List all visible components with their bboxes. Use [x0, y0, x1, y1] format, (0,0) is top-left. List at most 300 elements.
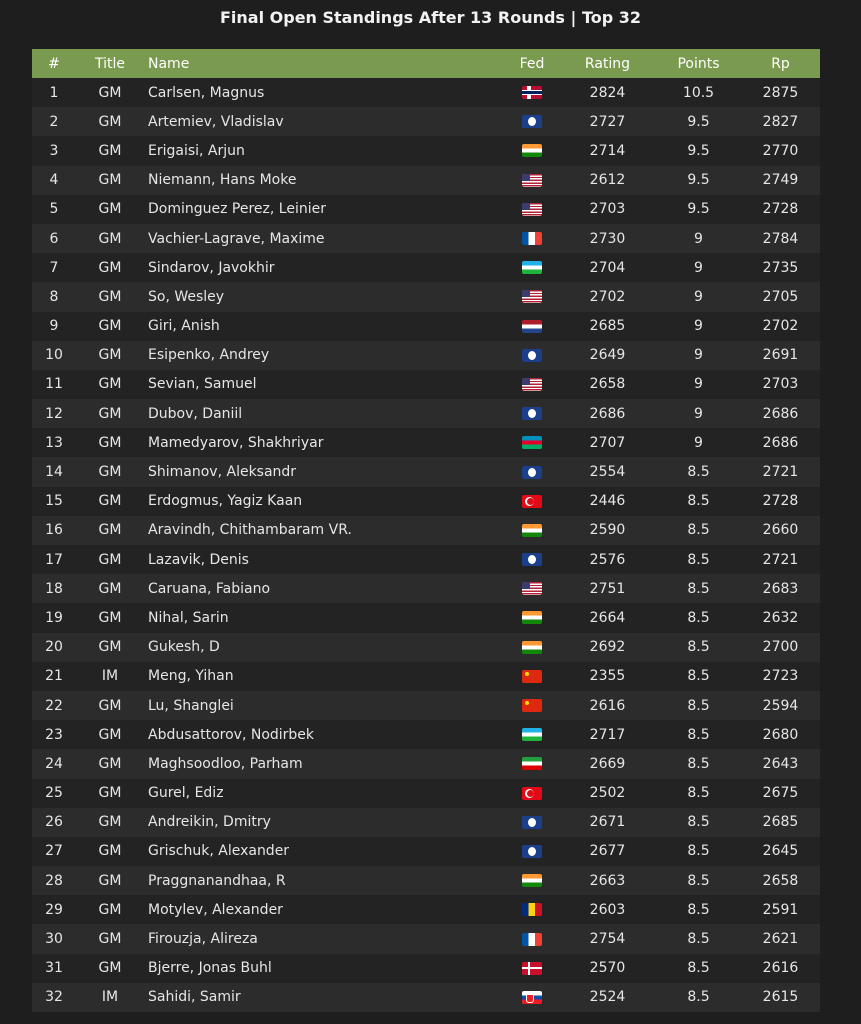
rp-cell: 2632 — [762, 609, 799, 626]
title-cell: GM — [98, 697, 122, 714]
fed-cell — [505, 924, 559, 953]
fed-cell — [505, 282, 559, 311]
points-cell: 8.5 — [687, 464, 710, 481]
rank-cell: 15 — [45, 493, 63, 510]
rank-cell: 14 — [45, 464, 63, 481]
rank-cell: 28 — [45, 872, 63, 889]
rp-cell: 2594 — [762, 697, 799, 714]
rating-cell: 2590 — [589, 522, 626, 539]
rank-cell: 10 — [45, 347, 63, 364]
name-cell: Aravindh, Chithambaram VR. — [148, 522, 352, 539]
rp-cell: 2685 — [762, 814, 799, 831]
rank-cell: 8 — [49, 288, 59, 305]
rating-cell: 2730 — [589, 230, 626, 247]
rank-cell: 2 — [49, 113, 59, 130]
fide-flag-icon — [522, 553, 542, 566]
title-cell: GM — [98, 230, 122, 247]
slovakia-flag-icon — [522, 991, 542, 1004]
india-flag-icon — [522, 611, 542, 624]
rp-cell: 2691 — [762, 347, 799, 364]
page-title: Final Open Standings After 13 Rounds | Top 32 — [219, 8, 642, 27]
points-cell: 8.5 — [687, 493, 710, 510]
fed-cell — [505, 312, 559, 341]
name-cell: Nihal, Sarin — [148, 609, 229, 626]
rank-cell: 12 — [45, 405, 63, 422]
rating-cell: 2524 — [589, 989, 626, 1006]
uzbekistan-flag-icon — [522, 261, 542, 274]
rp-cell: 2616 — [762, 960, 799, 977]
rp-cell: 2721 — [762, 551, 799, 568]
points-cell: 8.5 — [687, 843, 710, 860]
fed-cell — [505, 457, 559, 486]
rating-cell: 2446 — [589, 493, 626, 510]
rating-cell: 2663 — [589, 872, 626, 889]
rank-cell: 11 — [45, 376, 63, 393]
points-cell: 9 — [694, 347, 703, 364]
rp-cell: 2675 — [762, 785, 799, 802]
points-cell: 8.5 — [687, 726, 710, 743]
points-cell: 8.5 — [687, 960, 710, 977]
table-row — [32, 516, 820, 545]
india-flag-icon — [522, 874, 542, 887]
fide-flag-icon — [522, 845, 542, 858]
name-cell: Bjerre, Jonas Buhl — [148, 960, 272, 977]
india-flag-icon — [522, 641, 542, 654]
fed-cell — [505, 341, 559, 370]
title-cell: GM — [98, 201, 122, 218]
name-cell: Vachier-Lagrave, Maxime — [148, 230, 325, 247]
title-cell: GM — [98, 172, 122, 189]
fed-cell — [505, 691, 559, 720]
rating-cell: 2671 — [589, 814, 626, 831]
rp-cell: 2728 — [762, 201, 799, 218]
header-row — [32, 49, 820, 78]
rating-cell: 2707 — [589, 434, 626, 451]
rating-cell: 2570 — [589, 960, 626, 977]
rating-cell: 2502 — [589, 785, 626, 802]
fed-cell — [505, 866, 559, 895]
fide-flag-icon — [522, 407, 542, 420]
title-cell: GM — [98, 931, 122, 948]
standings-table-container — [32, 49, 816, 1012]
table-row — [32, 253, 820, 282]
turkey-flag-icon — [522, 495, 542, 508]
china-flag-icon — [522, 670, 542, 683]
table-row — [32, 370, 820, 399]
iran-flag-icon — [522, 757, 542, 770]
points-cell: 9 — [694, 434, 703, 451]
title-cell: GM — [98, 347, 122, 364]
table-row — [32, 779, 820, 808]
rating-cell: 2714 — [589, 142, 626, 159]
table-row — [32, 895, 820, 924]
fed-cell — [505, 166, 559, 195]
title-cell: GM — [98, 376, 122, 393]
table-row — [32, 545, 820, 574]
title-cell: GM — [98, 84, 122, 101]
rank-cell: 16 — [45, 522, 63, 539]
table-row — [32, 954, 820, 983]
rating-cell: 2702 — [589, 288, 626, 305]
table-row — [32, 457, 820, 486]
rp-cell: 2686 — [762, 434, 799, 451]
title-cell: GM — [98, 288, 122, 305]
table-row — [32, 924, 820, 953]
rank-cell: 6 — [49, 230, 59, 247]
fed-cell — [505, 779, 559, 808]
points-cell: 8.5 — [687, 522, 710, 539]
fed-cell — [505, 895, 559, 924]
rating-cell: 2824 — [589, 84, 626, 101]
rank-cell: 29 — [45, 901, 63, 918]
fed-cell — [505, 954, 559, 983]
table-row — [32, 866, 820, 895]
table-row — [32, 224, 820, 253]
rp-cell: 2721 — [762, 464, 799, 481]
rp-cell: 2700 — [762, 639, 799, 656]
rp-cell: 2723 — [762, 668, 799, 685]
name-cell: Lu, Shanglei — [148, 697, 234, 714]
column-header-fed: Fed — [519, 55, 545, 72]
title-cell: GM — [98, 522, 122, 539]
name-cell: Esipenko, Andrey — [148, 347, 270, 364]
rating-cell: 2576 — [589, 551, 626, 568]
points-cell: 8.5 — [687, 639, 710, 656]
title-cell: GM — [98, 843, 122, 860]
points-cell: 8.5 — [687, 814, 710, 831]
rating-cell: 2692 — [589, 639, 626, 656]
points-cell: 9.5 — [687, 201, 710, 218]
rp-cell: 2686 — [762, 405, 799, 422]
fide-flag-icon — [522, 115, 542, 128]
name-cell: Andreikin, Dmitry — [148, 814, 271, 831]
name-cell: Maghsoodloo, Parham — [148, 755, 303, 772]
france-flag-icon — [522, 232, 542, 245]
uzbekistan-flag-icon — [522, 728, 542, 741]
rank-cell: 26 — [45, 814, 63, 831]
rank-cell: 7 — [49, 259, 59, 276]
name-cell: Firouzja, Alireza — [148, 931, 258, 948]
table-body — [32, 78, 820, 1012]
table-row — [32, 399, 820, 428]
rating-cell: 2355 — [589, 668, 626, 685]
table-row — [32, 837, 820, 866]
name-cell: Meng, Yihan — [148, 668, 234, 685]
rank-cell: 19 — [45, 609, 63, 626]
fed-cell — [505, 720, 559, 749]
points-cell: 9 — [694, 405, 703, 422]
fed-cell — [505, 633, 559, 662]
rp-cell: 2728 — [762, 493, 799, 510]
usa-flag-icon — [522, 174, 542, 187]
column-header-rp: Rp — [771, 55, 790, 72]
rank-cell: 25 — [45, 785, 63, 802]
points-cell: 9 — [694, 230, 703, 247]
name-cell: Praggnanandhaa, R — [148, 872, 286, 889]
name-cell: Lazavik, Denis — [148, 551, 249, 568]
name-cell: Artemiev, Vladislav — [148, 113, 284, 130]
rating-cell: 2658 — [589, 376, 626, 393]
name-cell: Grischuk, Alexander — [148, 843, 290, 860]
rp-cell: 2703 — [762, 376, 799, 393]
rank-cell: 32 — [45, 989, 63, 1006]
name-cell: Niemann, Hans Moke — [148, 172, 297, 189]
rank-cell: 30 — [45, 931, 63, 948]
name-cell: Dominguez Perez, Leinier — [148, 201, 326, 218]
usa-flag-icon — [522, 378, 542, 391]
fed-cell — [505, 195, 559, 224]
points-cell: 8.5 — [687, 580, 710, 597]
title-cell: GM — [98, 464, 122, 481]
name-cell: Gukesh, D — [148, 639, 220, 656]
fed-cell — [505, 662, 559, 691]
rp-cell: 2660 — [762, 522, 799, 539]
name-cell: Sindarov, Javokhir — [148, 259, 275, 276]
fed-cell — [505, 545, 559, 574]
rating-cell: 2616 — [589, 697, 626, 714]
rating-cell: 2677 — [589, 843, 626, 860]
column-header-name: Name — [148, 55, 190, 72]
title-cell: GM — [98, 726, 122, 743]
column-header-rank: # — [48, 55, 60, 72]
table-row — [32, 78, 820, 107]
title-cell: GM — [98, 609, 122, 626]
fed-cell — [505, 837, 559, 866]
points-cell: 10.5 — [682, 84, 715, 101]
table-row — [32, 136, 820, 165]
rank-cell: 9 — [49, 318, 59, 335]
title-cell: IM — [101, 668, 119, 685]
title-cell: GM — [98, 493, 122, 510]
fed-cell — [505, 983, 559, 1012]
title-cell: GM — [98, 142, 122, 159]
fed-cell — [505, 808, 559, 837]
rank-cell: 31 — [45, 960, 63, 977]
column-header-rating: Rating — [584, 55, 631, 72]
rank-cell: 1 — [49, 84, 59, 101]
rp-cell: 2770 — [762, 142, 799, 159]
turkey-flag-icon — [522, 787, 542, 800]
points-cell: 8.5 — [687, 697, 710, 714]
usa-flag-icon — [522, 203, 542, 216]
fed-cell — [505, 224, 559, 253]
fed-cell — [505, 603, 559, 632]
norway-flag-icon — [522, 86, 542, 99]
title-cell: GM — [98, 113, 122, 130]
rp-cell: 2784 — [762, 230, 799, 247]
table-row — [32, 312, 820, 341]
rp-cell: 2875 — [762, 84, 799, 101]
points-cell: 8.5 — [687, 785, 710, 802]
rank-cell: 17 — [45, 551, 63, 568]
name-cell: Gurel, Ediz — [148, 785, 224, 802]
rating-cell: 2754 — [589, 931, 626, 948]
points-cell: 8.5 — [687, 609, 710, 626]
table-row — [32, 107, 820, 136]
title-cell: GM — [98, 318, 122, 335]
denmark-flag-icon — [522, 962, 542, 975]
rank-cell: 22 — [45, 697, 63, 714]
points-cell: 8.5 — [687, 872, 710, 889]
fed-cell — [505, 574, 559, 603]
fed-cell — [505, 370, 559, 399]
title-cell: GM — [98, 405, 122, 422]
table-row — [32, 808, 820, 837]
name-cell: Caruana, Fabiano — [148, 580, 271, 597]
rp-cell: 2645 — [762, 843, 799, 860]
rp-cell: 2702 — [762, 318, 799, 335]
rank-cell: 21 — [45, 668, 63, 685]
title-cell: GM — [98, 580, 122, 597]
fed-cell — [505, 516, 559, 545]
india-flag-icon — [522, 144, 542, 157]
title-cell: GM — [98, 639, 122, 656]
name-cell: Abdusattorov, Nodirbek — [148, 726, 315, 743]
name-cell: Giri, Anish — [148, 318, 220, 335]
rating-cell: 2669 — [589, 755, 626, 772]
rp-cell: 2749 — [762, 172, 799, 189]
rating-cell: 2664 — [589, 609, 626, 626]
name-cell: Erdogmus, Yagiz Kaan — [148, 493, 303, 510]
rating-cell: 2649 — [589, 347, 626, 364]
title-cell: GM — [98, 872, 122, 889]
rating-cell: 2727 — [589, 113, 626, 130]
table-row — [32, 662, 820, 691]
points-cell: 8.5 — [687, 989, 710, 1006]
fed-cell — [505, 78, 559, 107]
points-cell: 9 — [694, 318, 703, 335]
title-cell: GM — [98, 755, 122, 772]
rp-cell: 2680 — [762, 726, 799, 743]
rp-cell: 2658 — [762, 872, 799, 889]
china-flag-icon — [522, 699, 542, 712]
usa-flag-icon — [522, 582, 542, 595]
title-cell: GM — [98, 814, 122, 831]
table-row — [32, 983, 820, 1012]
table-row — [32, 633, 820, 662]
column-header-points: Points — [677, 55, 720, 72]
name-cell: Erigaisi, Arjun — [148, 142, 245, 159]
fed-cell — [505, 107, 559, 136]
table-row — [32, 341, 820, 370]
rank-cell: 23 — [45, 726, 63, 743]
fide-flag-icon — [522, 466, 542, 479]
title-cell: GM — [98, 901, 122, 918]
name-cell: Carlsen, Magnus — [148, 84, 265, 101]
table-row — [32, 428, 820, 457]
name-cell: Motylev, Alexander — [148, 901, 283, 918]
points-cell: 8.5 — [687, 931, 710, 948]
rp-cell: 2615 — [762, 989, 799, 1006]
title-cell: GM — [98, 785, 122, 802]
table-row — [32, 282, 820, 311]
rating-cell: 2554 — [589, 464, 626, 481]
rank-cell: 24 — [45, 755, 63, 772]
azerbaijan-flag-icon — [522, 436, 542, 449]
fed-cell — [505, 749, 559, 778]
title-cell: GM — [98, 551, 122, 568]
fed-cell — [505, 253, 559, 282]
rank-cell: 20 — [45, 639, 63, 656]
rating-cell: 2686 — [589, 405, 626, 422]
rank-cell: 27 — [45, 843, 63, 860]
name-cell: Sevian, Samuel — [148, 376, 257, 393]
table-row — [32, 749, 820, 778]
usa-flag-icon — [522, 290, 542, 303]
points-cell: 9.5 — [687, 172, 710, 189]
rp-cell: 2827 — [762, 113, 799, 130]
romania-flag-icon — [522, 903, 542, 916]
rating-cell: 2717 — [589, 726, 626, 743]
points-cell: 8.5 — [687, 901, 710, 918]
standings-table — [32, 49, 820, 1012]
rating-cell: 2704 — [589, 259, 626, 276]
rank-cell: 4 — [49, 172, 59, 189]
column-header-title: Title — [94, 55, 125, 72]
title-cell: IM — [101, 989, 119, 1006]
table-row — [32, 574, 820, 603]
points-cell: 8.5 — [687, 551, 710, 568]
rp-cell: 2735 — [762, 259, 799, 276]
table-row — [32, 487, 820, 516]
rp-cell: 2621 — [762, 931, 799, 948]
fed-cell — [505, 428, 559, 457]
title-cell: GM — [98, 434, 122, 451]
rating-cell: 2703 — [589, 201, 626, 218]
rank-cell: 3 — [49, 142, 59, 159]
rating-cell: 2612 — [589, 172, 626, 189]
fed-cell — [505, 136, 559, 165]
table-row — [32, 166, 820, 195]
rp-cell: 2683 — [762, 580, 799, 597]
rp-cell: 2705 — [762, 288, 799, 305]
table-row — [32, 603, 820, 632]
name-cell: Shimanov, Aleksandr — [148, 464, 297, 481]
table-row — [32, 195, 820, 224]
table-row — [32, 691, 820, 720]
fide-flag-icon — [522, 816, 542, 829]
points-cell: 9 — [694, 288, 703, 305]
table-header — [32, 49, 820, 78]
rp-cell: 2591 — [762, 901, 799, 918]
name-cell: Mamedyarov, Shakhriyar — [148, 434, 324, 451]
rp-cell: 2643 — [762, 755, 799, 772]
table-row — [32, 720, 820, 749]
rank-cell: 5 — [49, 201, 59, 218]
points-cell: 8.5 — [687, 668, 710, 685]
points-cell: 9 — [694, 259, 703, 276]
india-flag-icon — [522, 524, 542, 537]
title-cell: GM — [98, 960, 122, 977]
points-cell: 8.5 — [687, 755, 710, 772]
rating-cell: 2685 — [589, 318, 626, 335]
points-cell: 9.5 — [687, 113, 710, 130]
fide-flag-icon — [522, 349, 542, 362]
name-cell: Sahidi, Samir — [148, 989, 241, 1006]
france-flag-icon — [522, 933, 542, 946]
points-cell: 9.5 — [687, 142, 710, 159]
name-cell: So, Wesley — [148, 288, 225, 305]
rating-cell: 2751 — [589, 580, 626, 597]
title-cell: GM — [98, 259, 122, 276]
points-cell: 9 — [694, 376, 703, 393]
rank-cell: 18 — [45, 580, 63, 597]
fed-cell — [505, 487, 559, 516]
name-cell: Dubov, Daniil — [148, 405, 243, 422]
rank-cell: 13 — [45, 434, 63, 451]
rating-cell: 2603 — [589, 901, 626, 918]
fed-cell — [505, 399, 559, 428]
